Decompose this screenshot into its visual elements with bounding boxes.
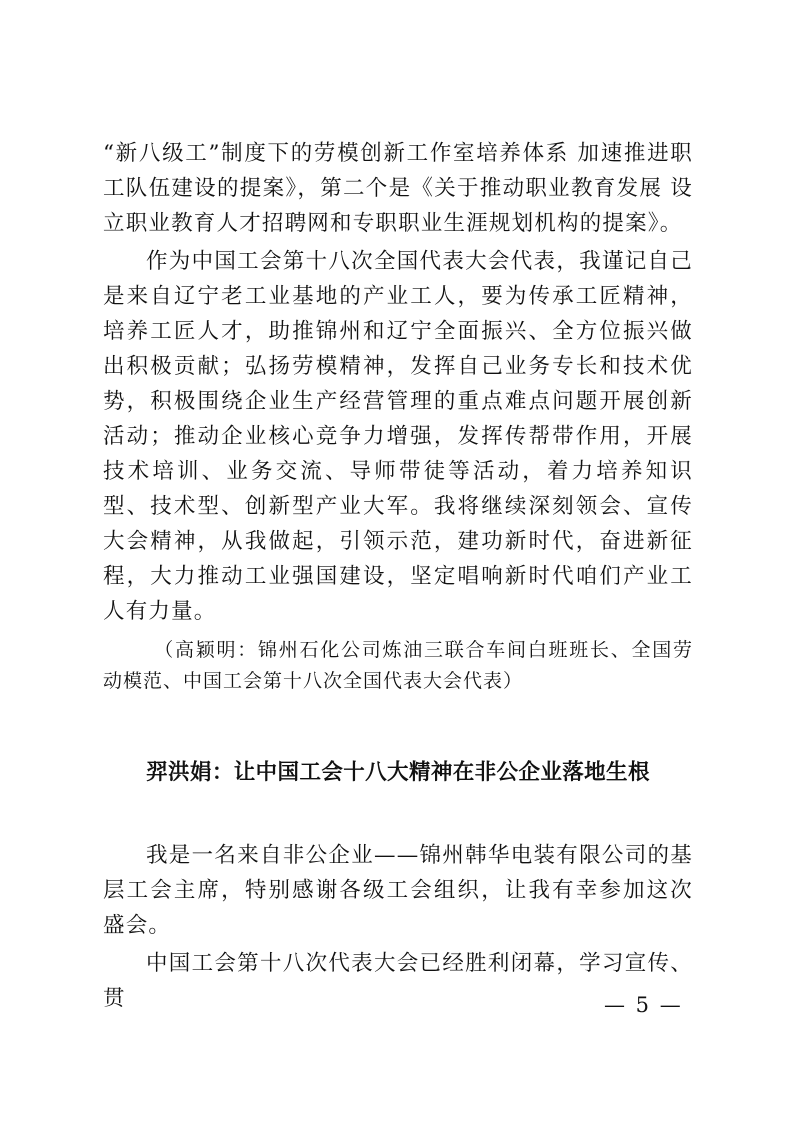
paragraph-conference-closing: 中国工会第十八次代表大会已经胜利闭幕，学习宣传、贯	[103, 951, 693, 1011]
paragraph-introduction: 我是一名来自非公企业——锦州韩华电装有限公司的基层工会主席，特别感谢各级工会组织，让我有幸参加这次盛会。	[103, 843, 693, 938]
author-attribution: （高颖明：锦州石化公司炼油三联合车间白班班长、全国劳动模范、中国工会第十八次全国代表大会代表）	[103, 639, 693, 692]
page-number: — 5 —	[604, 993, 683, 1017]
document-body	[103, 136, 693, 1019]
paragraph-continuation: “新八级工”制度下的劳模创新工作室培养体系 加速推进职工队伍建设的提案》，第二个是《关于推动职业教育发展 设立职业教育人才招聘网和专职职业生涯规划机构的提案》。	[103, 141, 693, 236]
section-title: 羿洪娟：让中国工会十八大精神在非公企业落地生根	[146, 760, 650, 785]
paragraph-representative-duty: 作为中国工会第十八次全国代表大会代表，我谨记自己是来自辽宁老工业基地的产业工人，要为传承工匠精神，培养工匠人才，助推锦州和辽宁全面振兴、全方位振兴做出积极贡献；弘扬劳模精神，发挥自己业务专长和技术优势，积极围绕企业生产经营管理的重点难点问题开展创新活动；推动企业核心竞争力增强，发挥传帮带作用，开展技术培训、业务交流、导师带徒等活动，着力培养知识型、技术型、创新型产业大军。我将继续深刻领会、宣传大会精神，从我做起，引领示范，建功新时代，奋进新征程，大力推动工业强国建设，坚定唱响新时代咱们产业工人有力量。	[103, 249, 693, 624]
